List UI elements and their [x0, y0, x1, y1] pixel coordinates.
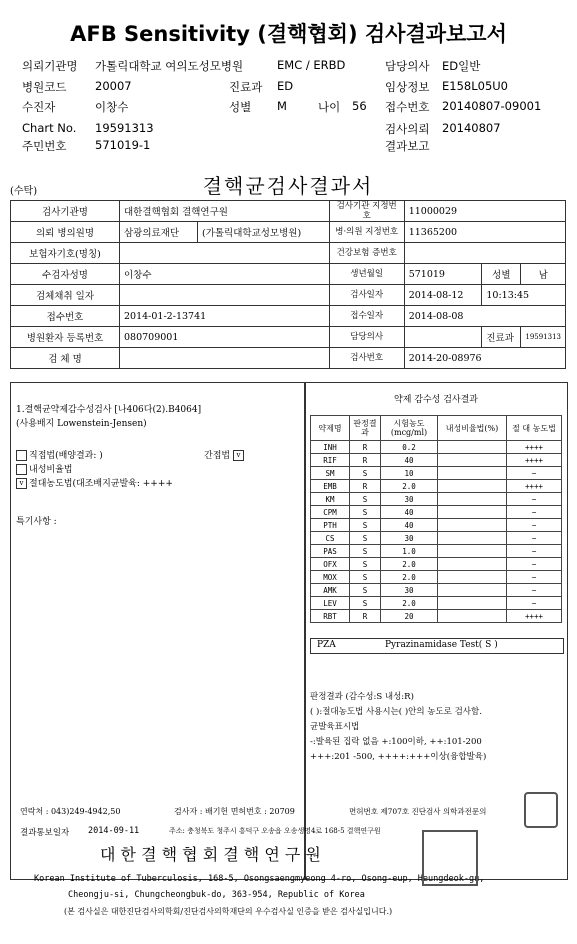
- label: Chart No.: [22, 121, 77, 135]
- label: 보험자기호(명칭): [11, 243, 120, 264]
- drug-cell: S: [350, 584, 381, 597]
- drug-cell: MOX: [311, 571, 350, 584]
- value: 56: [352, 99, 367, 113]
- drug-cell: [438, 571, 507, 584]
- drug-cell: S: [350, 558, 381, 571]
- label: 성별: [482, 264, 521, 285]
- drug-cell: −: [507, 506, 562, 519]
- drug-cell: KM: [311, 493, 350, 506]
- drug-cell: [438, 467, 507, 480]
- indirect-label: 간접법: [204, 451, 231, 461]
- drug-cell: ++++: [507, 441, 562, 454]
- label: 결과보고: [385, 139, 430, 153]
- value: 20007: [95, 79, 132, 93]
- drug-cell: [438, 545, 507, 558]
- drug-cell: −: [507, 467, 562, 480]
- pza-label: PZA: [317, 640, 336, 650]
- seal-stamp-small: [524, 792, 558, 828]
- drug-cell: 40: [381, 454, 438, 467]
- value: E158L05U0: [442, 79, 508, 93]
- note-line: 균발육표시법: [310, 722, 360, 732]
- drug-cell: −: [507, 493, 562, 506]
- report-date-label: 결과통보일자: [20, 828, 70, 838]
- drug-cell: −: [507, 532, 562, 545]
- drug-cell: 10: [381, 467, 438, 480]
- value: [120, 243, 330, 264]
- resist-checkbox: [16, 464, 27, 475]
- absolute-checkbox: v: [16, 478, 27, 489]
- drug-cell: R: [350, 610, 381, 623]
- org-name-ko: 대 한 결 핵 협 회 결 핵 연 구 원: [100, 845, 321, 864]
- drug-row: [311, 545, 562, 558]
- drug-cell: −: [507, 584, 562, 597]
- drug-cell: −: [507, 571, 562, 584]
- drug-cell: [438, 532, 507, 545]
- drug-cell: ++++: [507, 610, 562, 623]
- value: 남: [521, 264, 566, 285]
- drug-row: [311, 584, 562, 597]
- value: 571019: [404, 264, 482, 285]
- drug-cell: [438, 506, 507, 519]
- note-line: +++:201 -500, ++++:+++이상(융합발육): [310, 752, 487, 762]
- pza-row: [310, 638, 564, 654]
- drug-cell: 40: [381, 506, 438, 519]
- drug-cell: PAS: [311, 545, 350, 558]
- drug-cell: [438, 519, 507, 532]
- drug-cell: S: [350, 493, 381, 506]
- value: EMC / ERBD: [277, 58, 346, 72]
- drug-cell: S: [350, 519, 381, 532]
- value: (가톨릭대학교성모병원): [197, 222, 329, 243]
- drug-cell: R: [350, 441, 381, 454]
- footer-license: 면허번호 제707호 진단검사 의학과전문의: [349, 807, 487, 816]
- drug-cell: 30: [381, 493, 438, 506]
- label: 접수번호: [11, 306, 120, 327]
- label: 나이: [318, 100, 341, 114]
- drug-cell: [438, 584, 507, 597]
- drug-cell: −: [507, 597, 562, 610]
- footer-address: 주소: 충청북도 청주시 흥덕구 오송읍 오송생명4로 168-5 결핵연구원: [169, 827, 381, 835]
- drug-cell: [438, 558, 507, 571]
- drug-cell: RIF: [311, 454, 350, 467]
- absolute-method: [16, 476, 173, 489]
- drug-cell: R: [350, 480, 381, 493]
- label: 접수번호: [385, 100, 430, 114]
- value: 2014-01-2-13741: [120, 306, 330, 327]
- value: 20140807: [442, 121, 501, 135]
- drug-cell: INH: [311, 441, 350, 454]
- drug-cell: 20: [381, 610, 438, 623]
- drug-cell: CPM: [311, 506, 350, 519]
- drug-cell: [438, 493, 507, 506]
- drug-cell: −: [507, 545, 562, 558]
- drug-cell: 30: [381, 532, 438, 545]
- value: 대한결핵협회 결핵연구원: [120, 201, 330, 222]
- drug-cell: S: [350, 532, 381, 545]
- value: ED: [277, 79, 294, 93]
- direct-checkbox: [16, 450, 27, 461]
- result-form: [4, 160, 572, 940]
- footer-inspector: 검사자 : 배기헌 면허번호 : 20709: [174, 807, 295, 816]
- label: 수진자: [22, 100, 56, 114]
- drug-cell: S: [350, 506, 381, 519]
- value: [404, 327, 482, 348]
- drug-row: [311, 571, 562, 584]
- drug-cell: [438, 610, 507, 623]
- drug-row: [311, 532, 562, 545]
- drug-cell: 2.0: [381, 480, 438, 493]
- resist-method: [16, 462, 72, 475]
- label: 진료과: [482, 327, 521, 348]
- direct-method: [16, 448, 103, 461]
- value: 080709001: [120, 327, 330, 348]
- value: 이창수: [120, 264, 330, 285]
- value: 가톨릭대학교 여의도성모병원: [95, 59, 244, 73]
- value: 2014-08-08: [404, 306, 565, 327]
- drug-cell: [438, 597, 507, 610]
- label: 병원코드: [22, 80, 67, 94]
- drug-cell: 2.0: [381, 571, 438, 584]
- label: 담당의사: [329, 327, 404, 348]
- value: 이창수: [95, 100, 129, 114]
- drug-row: [311, 506, 562, 519]
- drug-table-title: 약제 감수성 검사결과: [394, 395, 478, 405]
- label: 진료과: [229, 80, 263, 94]
- value: 11000029: [404, 201, 565, 222]
- drug-cell: [438, 454, 507, 467]
- test-line-1: 1.결핵균약제감수성검사 [나406다(2).B4064]: [16, 405, 202, 415]
- col-header: 절 대 농도법: [507, 416, 562, 441]
- note-line: -:발육된 집락 없음 +:100이하, ++:101-200: [310, 737, 482, 747]
- drug-cell: OFX: [311, 558, 350, 571]
- label: 검사일자: [329, 285, 404, 306]
- drug-row: [311, 480, 562, 493]
- drug-row: [311, 519, 562, 532]
- col-header: 내성비율법(%): [438, 416, 507, 441]
- direct-label: 직접법(배양결과: ): [29, 451, 103, 461]
- drug-cell: 30: [381, 584, 438, 597]
- label: 병·의원 지정번호: [329, 222, 404, 243]
- drug-cell: [438, 441, 507, 454]
- value: 571019-1: [95, 138, 151, 152]
- drug-cell: [438, 480, 507, 493]
- value: M: [277, 99, 287, 113]
- label: 수검자성명: [11, 264, 120, 285]
- drug-cell: S: [350, 571, 381, 584]
- drug-cell: 0.2: [381, 441, 438, 454]
- drug-cell: RBT: [311, 610, 350, 623]
- label: 임상정보: [385, 80, 430, 94]
- label: 검 체 명: [11, 348, 120, 369]
- drug-row: [311, 558, 562, 571]
- drug-cell: LEV: [311, 597, 350, 610]
- label: 생년월일: [329, 264, 404, 285]
- value: 19591313: [95, 121, 154, 135]
- value: [120, 348, 330, 369]
- seal-stamp-large: [422, 830, 478, 886]
- value: [404, 243, 565, 264]
- resist-label: 내성비율법: [29, 465, 73, 475]
- special-notes: 특기사항 :: [16, 517, 57, 527]
- drug-cell: S: [350, 467, 381, 480]
- test-line-2: (사용배지 Lowenstein-Jensen): [16, 419, 147, 429]
- drug-cell: S: [350, 545, 381, 558]
- label: 건강보험 증번호: [329, 243, 404, 264]
- drug-table: [310, 415, 562, 623]
- label: 검사기관 지정번호: [329, 201, 404, 222]
- label: 성별: [229, 100, 252, 114]
- value: 20140807-09001: [442, 99, 542, 113]
- label: 검체채취 일자: [11, 285, 120, 306]
- suhak-label: (수탁): [10, 186, 38, 197]
- footer-phone: 연락처 : 043)249-4942,50: [20, 807, 121, 816]
- drug-row: [311, 441, 562, 454]
- value: 10:13:45: [482, 285, 566, 306]
- drug-row: [311, 454, 562, 467]
- drug-cell: SM: [311, 467, 350, 480]
- drug-cell: R: [350, 454, 381, 467]
- value: 11365200: [404, 222, 565, 243]
- drug-cell: 2.0: [381, 558, 438, 571]
- label: 검사기관명: [11, 201, 120, 222]
- drug-cell: 1.0: [381, 545, 438, 558]
- drug-cell: S: [350, 597, 381, 610]
- label: 병원환자 등록번호: [11, 327, 120, 348]
- drug-cell: ++++: [507, 454, 562, 467]
- label: 담당의사: [385, 59, 430, 73]
- drug-cell: ++++: [507, 480, 562, 493]
- drug-cell: 2.0: [381, 597, 438, 610]
- report-title: AFB Sensitivity (결핵협회) 검사결과보고서: [70, 22, 507, 46]
- label: 주민번호: [22, 139, 67, 153]
- label: 검사의뢰: [385, 122, 430, 136]
- label: 의뢰 병의원명: [11, 222, 120, 243]
- drug-cell: −: [507, 519, 562, 532]
- drug-cell: AMK: [311, 584, 350, 597]
- footer-note: (본 검사실은 대한진단검사의학회/진단검사의학재단의 우수검사실 인증을 받은 검사실입니다.): [64, 907, 393, 916]
- notes-block: [310, 690, 486, 765]
- drug-cell: −: [507, 558, 562, 571]
- value: 삼광의료재단: [120, 222, 198, 243]
- org-name-en-1: Korean Institute of Tuberculosis, 168-5, Osongsaengmyeong 4-ro, Osong-eup, Heungdeok-gu,: [34, 874, 485, 884]
- value: ED일반: [442, 59, 481, 73]
- indirect-checkbox: v: [233, 450, 244, 461]
- col-header: 판정결과: [350, 416, 381, 441]
- drug-cell: 40: [381, 519, 438, 532]
- label: 의뢰기관명: [22, 59, 78, 73]
- label: 검사번호: [329, 348, 404, 369]
- absolute-label: 절대농도법(대조배지균발육: ++++: [29, 479, 173, 489]
- form-table: [10, 200, 566, 369]
- drug-row: [311, 597, 562, 610]
- note-line: ( ):절대농도법 사용시는( )안의 농도로 검사함.: [310, 707, 482, 717]
- value: 19591313: [521, 327, 566, 348]
- report-date-value: 2014-09-11: [88, 826, 140, 836]
- col-header: 시험농도(mcg/ml): [381, 416, 438, 441]
- org-name-en-2: Cheongju-si, Chungcheongbuk-do, 363-954, Republic of Korea: [68, 890, 365, 900]
- note-line: 판정결과 (감수성:S 내성:R): [310, 692, 414, 702]
- form-title: 결핵균검사결과서: [202, 174, 374, 198]
- drug-row: [311, 467, 562, 480]
- label: 접수일자: [329, 306, 404, 327]
- drug-cell: CS: [311, 532, 350, 545]
- indirect-method: [204, 448, 246, 461]
- value: 2014-20-08976: [404, 348, 565, 369]
- drug-row: [311, 610, 562, 623]
- pza-value: Pyrazinamidase Test( S ): [385, 640, 498, 650]
- drug-cell: PTH: [311, 519, 350, 532]
- col-header: 약제명: [311, 416, 350, 441]
- value: [120, 285, 330, 306]
- drug-cell: EMB: [311, 480, 350, 493]
- drug-row: [311, 493, 562, 506]
- value: 2014-08-12: [404, 285, 482, 306]
